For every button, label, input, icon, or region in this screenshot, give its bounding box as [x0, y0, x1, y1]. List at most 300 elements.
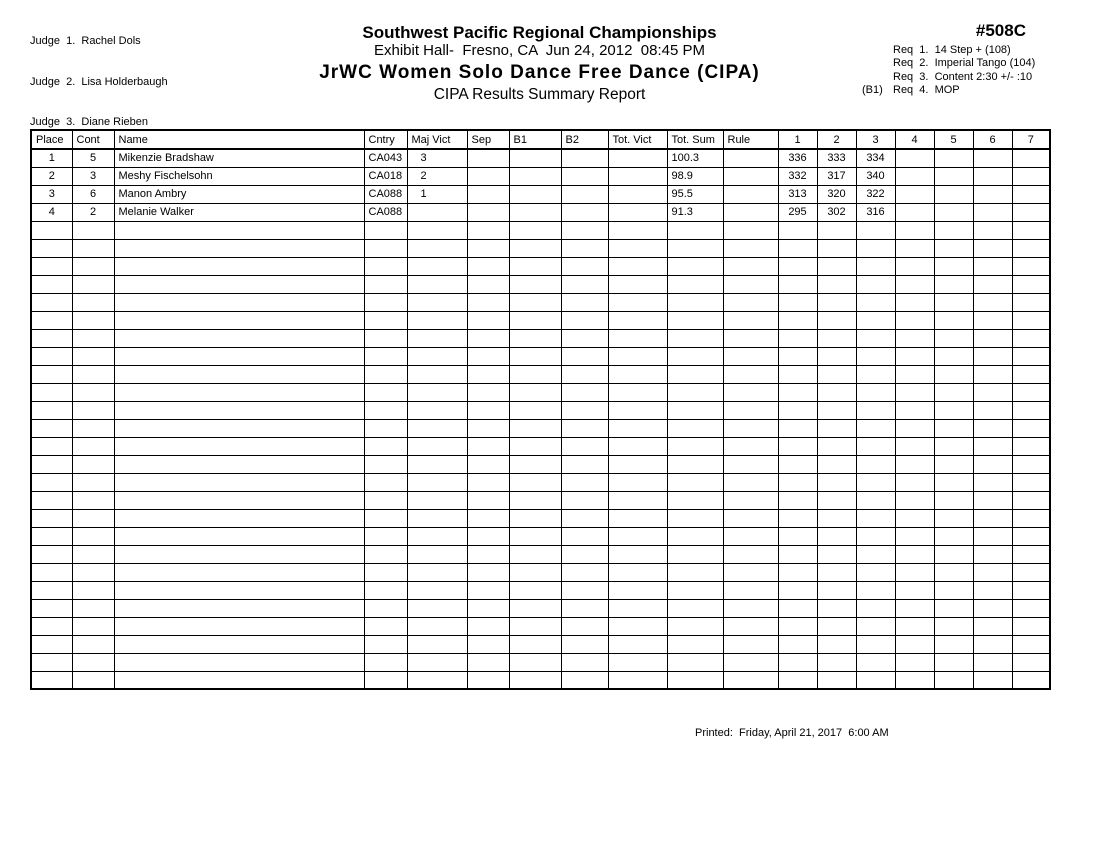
cell-judge-7 — [1012, 491, 1050, 509]
cell-place — [31, 581, 72, 599]
cell-sep — [467, 365, 509, 383]
cell-name — [114, 275, 364, 293]
cell-judge-2: 317 — [817, 167, 856, 185]
cell-judge-7 — [1012, 347, 1050, 365]
cell-judge-7 — [1012, 617, 1050, 635]
cell-judge-6 — [973, 473, 1012, 491]
cell-name — [114, 635, 364, 653]
cell-b1 — [509, 419, 561, 437]
cell-rule — [723, 221, 778, 239]
cell-judge-3 — [856, 563, 895, 581]
cell-tot-sum: 95.5 — [667, 185, 723, 203]
cell-tot-sum — [667, 671, 723, 689]
cell-judge-1 — [778, 293, 817, 311]
championship-title: Southwest Pacific Regional Championships — [362, 23, 717, 42]
cell-b1 — [509, 401, 561, 419]
requirement-text: Req 4. MOP — [893, 84, 960, 97]
cell-sep — [467, 293, 509, 311]
cell-tot-vict — [608, 563, 667, 581]
cell-name — [114, 347, 364, 365]
cell-b1 — [509, 455, 561, 473]
cell-tot-sum — [667, 599, 723, 617]
cell-judge-7 — [1012, 671, 1050, 689]
cell-judge-5 — [934, 581, 973, 599]
cell-rule — [723, 491, 778, 509]
cell-b1 — [509, 563, 561, 581]
cell-judge-2 — [817, 635, 856, 653]
cell-tot-sum — [667, 347, 723, 365]
cell-cont — [72, 545, 114, 563]
cell-maj-vict: 1 — [407, 185, 467, 203]
cell-judge-2 — [817, 437, 856, 455]
cell-b1 — [509, 221, 561, 239]
cell-judge-5 — [934, 653, 973, 671]
cell-sep — [467, 527, 509, 545]
cell-judge-2 — [817, 581, 856, 599]
cell-tot-sum: 100.3 — [667, 149, 723, 167]
cell-sep — [467, 347, 509, 365]
cell-b2 — [561, 311, 608, 329]
cell-b1 — [509, 671, 561, 689]
cell-b2 — [561, 545, 608, 563]
cell-rule — [723, 149, 778, 167]
cell-rule — [723, 545, 778, 563]
cell-judge-2 — [817, 617, 856, 635]
cell-judge-4 — [895, 257, 934, 275]
cell-sep — [467, 599, 509, 617]
cell-cont — [72, 347, 114, 365]
cell-name — [114, 293, 364, 311]
column-header-judge-3: 3 — [856, 130, 895, 149]
cell-judge-5 — [934, 383, 973, 401]
cell-tot-sum — [667, 311, 723, 329]
cell-judge-2 — [817, 257, 856, 275]
cell-b2 — [561, 635, 608, 653]
cell-tot-vict — [608, 527, 667, 545]
cell-cntry — [364, 401, 407, 419]
cell-b2 — [561, 257, 608, 275]
cell-b2 — [561, 329, 608, 347]
empty-row — [31, 545, 1050, 563]
report-title: CIPA Results Summary Report — [433, 86, 646, 103]
cell-cont — [72, 401, 114, 419]
cell-judge-6 — [973, 311, 1012, 329]
cell-name — [114, 437, 364, 455]
cell-cont — [72, 509, 114, 527]
cell-cntry — [364, 239, 407, 257]
cell-rule — [723, 473, 778, 491]
cell-judge-3 — [856, 671, 895, 689]
column-header-sep: Sep — [467, 130, 509, 149]
cell-judge-3 — [856, 347, 895, 365]
cell-judge-4 — [895, 671, 934, 689]
cell-tot-sum — [667, 383, 723, 401]
cell-judge-3 — [856, 545, 895, 563]
cell-tot-vict — [608, 329, 667, 347]
cell-judge-5 — [934, 419, 973, 437]
cell-tot-vict — [608, 239, 667, 257]
table-header-row — [31, 130, 1050, 149]
empty-row — [31, 257, 1050, 275]
cell-sep — [467, 221, 509, 239]
cell-judge-1 — [778, 311, 817, 329]
cell-rule — [723, 293, 778, 311]
empty-row — [31, 437, 1050, 455]
cell-judge-1: 295 — [778, 203, 817, 221]
cell-rule — [723, 401, 778, 419]
cell-place — [31, 383, 72, 401]
cell-tot-sum — [667, 491, 723, 509]
column-header-tot-sum: Tot. Sum — [667, 130, 723, 149]
cell-judge-3 — [856, 599, 895, 617]
cell-judge-4 — [895, 617, 934, 635]
cell-judge-4 — [895, 293, 934, 311]
cell-tot-vict — [608, 599, 667, 617]
cell-tot-sum — [667, 581, 723, 599]
cell-name — [114, 617, 364, 635]
event-number: #508C — [975, 21, 1026, 40]
cell-maj-vict — [407, 563, 467, 581]
column-header-judge-6: 6 — [973, 130, 1012, 149]
cell-judge-5 — [934, 617, 973, 635]
cell-judge-7 — [1012, 455, 1050, 473]
cell-b2 — [561, 437, 608, 455]
cell-judge-5 — [934, 275, 973, 293]
requirement-text: Req 1. 14 Step + (108) — [893, 44, 1011, 56]
cell-b2 — [561, 491, 608, 509]
cell-judge-2 — [817, 671, 856, 689]
cell-b1 — [509, 329, 561, 347]
cell-sep — [467, 167, 509, 185]
cell-b2 — [561, 473, 608, 491]
cell-b2 — [561, 203, 608, 221]
empty-row — [31, 311, 1050, 329]
cell-b1 — [509, 599, 561, 617]
cell-judge-5 — [934, 509, 973, 527]
cell-rule — [723, 617, 778, 635]
column-header-judge-7: 7 — [1012, 130, 1050, 149]
cell-cont — [72, 635, 114, 653]
judge-line-1: Judge 1. Rachel Dols — [30, 35, 141, 47]
cell-cntry — [364, 437, 407, 455]
cell-tot-vict — [608, 401, 667, 419]
cell-b1 — [509, 149, 561, 167]
cell-judge-5 — [934, 491, 973, 509]
cell-sep — [467, 311, 509, 329]
cell-b1 — [509, 527, 561, 545]
cell-place: 2 — [31, 167, 72, 185]
cell-judge-6 — [973, 509, 1012, 527]
cell-judge-1 — [778, 527, 817, 545]
cell-judge-7 — [1012, 563, 1050, 581]
cell-cont — [72, 617, 114, 635]
empty-row — [31, 599, 1050, 617]
cell-b1 — [509, 347, 561, 365]
cell-tot-vict — [608, 509, 667, 527]
cell-tot-sum — [667, 293, 723, 311]
cell-cntry — [364, 581, 407, 599]
cell-judge-3 — [856, 401, 895, 419]
cell-b2 — [561, 455, 608, 473]
cell-name — [114, 527, 364, 545]
cell-name — [114, 329, 364, 347]
cell-tot-vict — [608, 311, 667, 329]
cell-judge-5 — [934, 311, 973, 329]
cell-tot-sum — [667, 635, 723, 653]
cell-b1 — [509, 491, 561, 509]
cell-judge-2 — [817, 275, 856, 293]
cell-judge-7 — [1012, 581, 1050, 599]
cell-judge-4 — [895, 527, 934, 545]
cell-judge-2 — [817, 383, 856, 401]
cell-name — [114, 545, 364, 563]
cell-judge-5 — [934, 365, 973, 383]
cell-judge-1 — [778, 221, 817, 239]
cell-tot-sum — [667, 563, 723, 581]
cell-place — [31, 563, 72, 581]
cell-place — [31, 653, 72, 671]
results-table — [30, 129, 1051, 690]
cell-cntry — [364, 563, 407, 581]
cell-tot-vict — [608, 149, 667, 167]
cell-name: Manon Ambry — [114, 185, 364, 203]
cell-maj-vict — [407, 635, 467, 653]
cell-b1 — [509, 383, 561, 401]
cell-place: 3 — [31, 185, 72, 203]
cell-cntry: CA043 — [364, 149, 407, 167]
cell-cntry — [364, 509, 407, 527]
empty-row — [31, 509, 1050, 527]
cell-judge-3 — [856, 419, 895, 437]
empty-row — [31, 275, 1050, 293]
cell-judge-2: 333 — [817, 149, 856, 167]
cell-judge-3 — [856, 365, 895, 383]
cell-judge-2: 302 — [817, 203, 856, 221]
cell-rule — [723, 257, 778, 275]
cell-judge-5 — [934, 239, 973, 257]
cell-tot-vict — [608, 167, 667, 185]
cell-judge-1 — [778, 653, 817, 671]
cell-maj-vict — [407, 653, 467, 671]
cell-tot-sum — [667, 455, 723, 473]
cell-name — [114, 653, 364, 671]
cell-judge-5 — [934, 563, 973, 581]
cell-judge-4 — [895, 383, 934, 401]
cell-rule — [723, 329, 778, 347]
cell-judge-5 — [934, 347, 973, 365]
column-header-judge-2: 2 — [817, 130, 856, 149]
cell-name: Meshy Fischelsohn — [114, 167, 364, 185]
cell-tot-vict — [608, 275, 667, 293]
cell-place — [31, 239, 72, 257]
cell-judge-6 — [973, 491, 1012, 509]
cell-judge-7 — [1012, 203, 1050, 221]
cell-name: Melanie Walker — [114, 203, 364, 221]
cell-judge-7 — [1012, 419, 1050, 437]
cell-b2 — [561, 581, 608, 599]
cell-judge-2 — [817, 599, 856, 617]
cell-judge-3 — [856, 491, 895, 509]
cell-cont — [72, 257, 114, 275]
cell-b2 — [561, 563, 608, 581]
cell-judge-2 — [817, 527, 856, 545]
empty-row — [31, 581, 1050, 599]
cell-place — [31, 329, 72, 347]
cell-sep — [467, 491, 509, 509]
cell-place — [31, 437, 72, 455]
cell-b2 — [561, 239, 608, 257]
cell-judge-6 — [973, 653, 1012, 671]
cell-maj-vict: 2 — [407, 167, 467, 185]
cell-rule — [723, 239, 778, 257]
cell-judge-2 — [817, 491, 856, 509]
cell-place — [31, 401, 72, 419]
cell-judge-7 — [1012, 221, 1050, 239]
cell-judge-4 — [895, 581, 934, 599]
cell-tot-vict — [608, 203, 667, 221]
cell-maj-vict: 3 — [407, 149, 467, 167]
cell-judge-7 — [1012, 275, 1050, 293]
cell-maj-vict — [407, 455, 467, 473]
cell-sep — [467, 149, 509, 167]
cell-b1 — [509, 617, 561, 635]
column-header-judge-1: 1 — [778, 130, 817, 149]
cell-maj-vict — [407, 347, 467, 365]
cell-judge-2 — [817, 419, 856, 437]
result-row — [31, 149, 1050, 167]
cell-cont: 2 — [72, 203, 114, 221]
cell-cntry — [364, 275, 407, 293]
cell-judge-6 — [973, 149, 1012, 167]
cell-judge-4 — [895, 653, 934, 671]
cell-judge-3 — [856, 257, 895, 275]
cell-sep — [467, 509, 509, 527]
cell-b1 — [509, 581, 561, 599]
cell-judge-3 — [856, 293, 895, 311]
cell-place — [31, 275, 72, 293]
column-header-tot-vict: Tot. Vict — [608, 130, 667, 149]
cell-judge-3 — [856, 653, 895, 671]
empty-row — [31, 455, 1050, 473]
column-header-judge-5: 5 — [934, 130, 973, 149]
cell-b2 — [561, 293, 608, 311]
cell-b2 — [561, 383, 608, 401]
cell-cntry — [364, 635, 407, 653]
cell-cont — [72, 527, 114, 545]
cell-cont — [72, 293, 114, 311]
cell-judge-3: 340 — [856, 167, 895, 185]
cell-sep — [467, 635, 509, 653]
cell-b1 — [509, 653, 561, 671]
cell-judge-1 — [778, 455, 817, 473]
cell-tot-vict — [608, 545, 667, 563]
empty-row — [31, 419, 1050, 437]
cell-judge-4 — [895, 401, 934, 419]
cell-cont — [72, 653, 114, 671]
cell-maj-vict — [407, 491, 467, 509]
result-row — [31, 185, 1050, 203]
cell-judge-5 — [934, 167, 973, 185]
cell-judge-6 — [973, 329, 1012, 347]
cell-judge-2 — [817, 653, 856, 671]
cell-sep — [467, 239, 509, 257]
cell-judge-6 — [973, 563, 1012, 581]
cell-judge-7 — [1012, 257, 1050, 275]
cell-judge-7 — [1012, 599, 1050, 617]
cell-judge-5 — [934, 257, 973, 275]
cell-b1 — [509, 365, 561, 383]
cell-cntry — [364, 545, 407, 563]
cell-judge-3 — [856, 329, 895, 347]
cell-cntry — [364, 329, 407, 347]
cell-judge-6 — [973, 275, 1012, 293]
cell-b2 — [561, 653, 608, 671]
cell-judge-5 — [934, 527, 973, 545]
cell-judge-4 — [895, 635, 934, 653]
cell-cont — [72, 455, 114, 473]
cell-maj-vict — [407, 275, 467, 293]
cell-judge-5 — [934, 203, 973, 221]
cell-rule — [723, 365, 778, 383]
cell-sep — [467, 671, 509, 689]
cell-sep — [467, 437, 509, 455]
empty-row — [31, 383, 1050, 401]
cell-rule — [723, 563, 778, 581]
cell-rule — [723, 671, 778, 689]
cell-judge-7 — [1012, 167, 1050, 185]
cell-rule — [723, 383, 778, 401]
cell-judge-5 — [934, 437, 973, 455]
cell-judge-4 — [895, 491, 934, 509]
cell-place — [31, 491, 72, 509]
cell-judge-5 — [934, 671, 973, 689]
cell-place — [31, 671, 72, 689]
cell-judge-6 — [973, 599, 1012, 617]
cell-judge-3 — [856, 527, 895, 545]
cell-b1 — [509, 203, 561, 221]
cell-sep — [467, 545, 509, 563]
cell-rule — [723, 185, 778, 203]
cell-tot-sum — [667, 275, 723, 293]
cell-b1 — [509, 275, 561, 293]
venue-date-line: Exhibit Hall- Fresno, CA Jun 24, 2012 08:45 PM — [373, 42, 705, 59]
cell-judge-5 — [934, 185, 973, 203]
cell-judge-1 — [778, 635, 817, 653]
cell-cntry — [364, 599, 407, 617]
cell-tot-vict — [608, 383, 667, 401]
cell-judge-2 — [817, 473, 856, 491]
cell-cont: 6 — [72, 185, 114, 203]
empty-row — [31, 635, 1050, 653]
cell-judge-2 — [817, 293, 856, 311]
cell-tot-sum — [667, 509, 723, 527]
cell-judge-3 — [856, 239, 895, 257]
cell-sep — [467, 275, 509, 293]
cell-cntry — [364, 653, 407, 671]
requirement-line-3 — [862, 70, 1033, 84]
cell-name — [114, 473, 364, 491]
cell-tot-sum — [667, 617, 723, 635]
cell-judge-1 — [778, 617, 817, 635]
cell-cntry — [364, 383, 407, 401]
cell-name — [114, 671, 364, 689]
cell-tot-sum — [667, 419, 723, 437]
cell-name — [114, 311, 364, 329]
cell-sep — [467, 185, 509, 203]
cell-judge-6 — [973, 527, 1012, 545]
cell-rule — [723, 581, 778, 599]
cell-tot-sum — [667, 473, 723, 491]
